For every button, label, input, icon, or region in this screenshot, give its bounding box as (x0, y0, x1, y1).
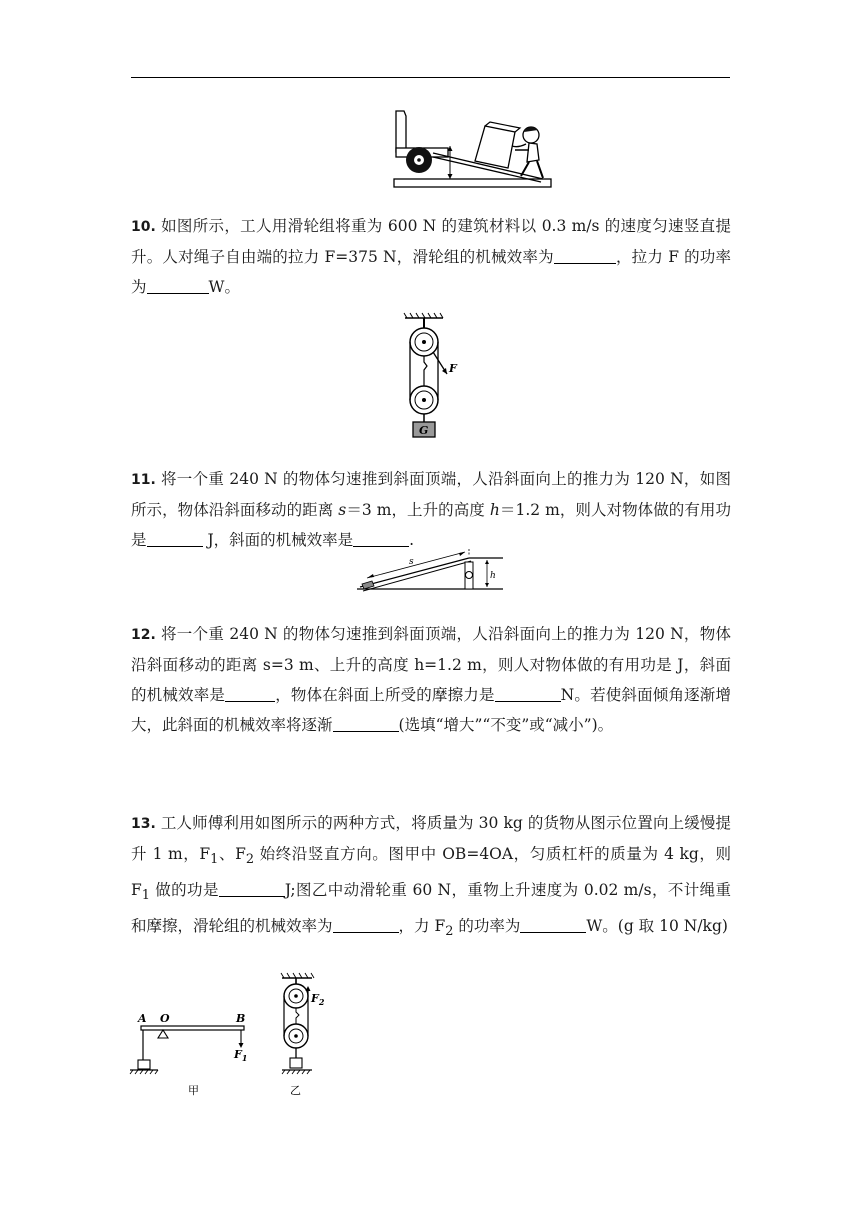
figure-pulley-block (403, 312, 463, 440)
question-11: 11. 将一个重 240 N 的物体匀速推到斜面顶端，人沿斜面向上的推力为 120 N，如图所示，物体沿斜面移动的距离 s＝3 m，上升的高度 h＝1.2 m，则人对物体做的有用功是 J，斜面的机械效率是 . (131, 470, 731, 549)
caption-yi: 乙 (290, 1084, 301, 1097)
incline-label-h: h (490, 571, 496, 581)
caption-jia: 甲 (188, 1084, 199, 1097)
answer-blank[interactable] (554, 248, 616, 265)
question-13: 13. 工人师傅利用如图所示的两种方式，将质量为 30 kg 的货物从图示位置向上缓慢提升 1 m，$F_1$、$F_2$ 始终沿竖直方向。图甲中 OB=4OA，匀质杠杆的质量为 4 kg，则 $F_1$ 做的功是 J;图乙中动滑轮重 60 N，重物上升速度为 0.02 m/s，不计绳重和摩擦，滑轮组的机械效率为 ，力 $F_2$ 的功率为 W。(g 取 10 N/kg) (131, 814, 732, 940)
answer-blank[interactable] (520, 917, 586, 934)
figure-lever-and-pulley (128, 972, 338, 1098)
answer-blank[interactable] (147, 531, 203, 548)
force-label-F2: $F_2$ (311, 992, 325, 1007)
header-rule (131, 77, 730, 78)
question-number: 11. (131, 472, 156, 488)
force-label-F1: $F_1$ (234, 1048, 248, 1063)
lever-pulley-diagram (128, 972, 338, 1098)
answer-blank[interactable] (495, 686, 561, 703)
question-10: 10. 如图所示，工人用滑轮组将重为 600 N 的建筑材料以 0.3 m/s 的速度匀速竖直提升。人对绳子自由端的拉力 F=375 N，滑轮组的机械效率为 ，拉力 F 的功率为 W。 (131, 217, 732, 296)
question-number: 12. (131, 627, 156, 643)
answer-blank[interactable] (219, 881, 285, 898)
answer-blank[interactable] (225, 686, 275, 703)
lever-label-A: A (138, 1012, 147, 1025)
incline-label-s: s (409, 557, 414, 567)
lever-label-O: O (160, 1012, 170, 1025)
question-number: 10. (131, 219, 156, 235)
figure-cart-ramp (393, 108, 553, 190)
question-number: 13. (131, 816, 156, 832)
cart-ramp-diagram (393, 108, 553, 190)
figure-incline (357, 544, 505, 594)
answer-blank[interactable] (147, 278, 209, 295)
incline-diagram (357, 544, 505, 594)
load-label-G: G (419, 424, 429, 437)
lever-label-B: B (236, 1012, 246, 1025)
question-12: 12. 将一个重 240 N 的物体匀速推到斜面顶端，人沿斜面向上的推力为 120 N，物体沿斜面移动的距离 s=3 m、上升的高度 h=1.2 m，则人对物体做的有用功是 J，斜面的机械效率是 ，物体在斜面上所受的摩擦力是 N。若使斜面倾角逐渐增大，此斜面的机械效率将逐渐 (选填“增大”“不变”或“减小”)。 (131, 625, 731, 734)
pulley-block-diagram (403, 312, 463, 440)
force-label-F: F (449, 362, 457, 375)
answer-blank[interactable] (333, 716, 399, 733)
answer-blank[interactable] (333, 917, 399, 934)
